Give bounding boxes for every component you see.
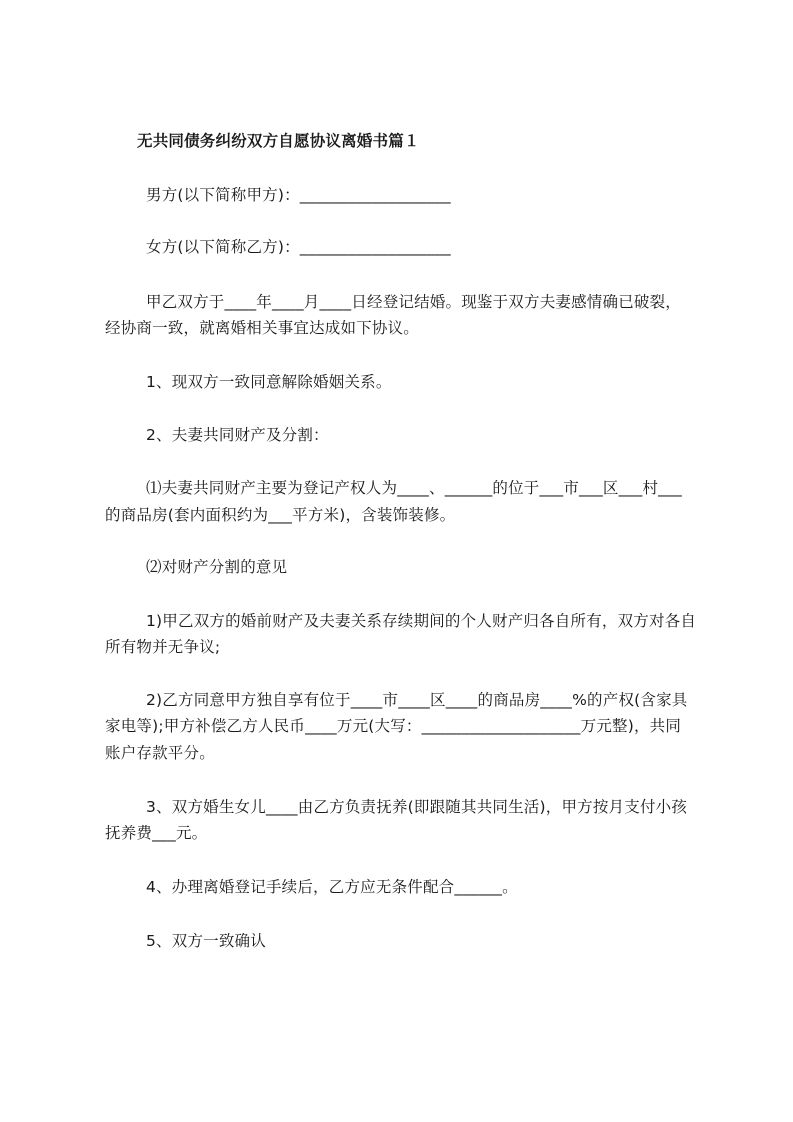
item-2-line-2: 家电等);甲方补偿乙方人民币____万元(大写：____________________万元整)，共同: [105, 717, 682, 735]
intro-paragraph-line-2: 经协商一致，就离婚相关事宜达成如下协议。: [105, 319, 420, 337]
clause-2-2-heading: ⑵对财产分割的意见: [146, 558, 288, 576]
clause-4: 4、办理离婚登记手续后，乙方应无条件配合______。: [146, 878, 518, 896]
item-2-line-3: 账户存款平分。: [105, 744, 215, 762]
item-1-line-1: 1)甲乙双方的婚前财产及夫妻关系存续期间的个人财产归各自所有，双方对各自: [146, 612, 697, 630]
clause-3-line-2: 抚养费___元。: [105, 824, 208, 842]
clause-1: 1、现双方一致同意解除婚姻关系。: [146, 373, 392, 391]
intro-paragraph-line-1: 甲乙双方于____年____月____日经登记结婚。现鉴于双方夫妻感情确已破裂，: [146, 293, 682, 311]
clause-2-1-line-2: 的商品房(套内面积约为___平方米)，含装饰装修。: [105, 506, 456, 524]
clause-5: 5、双方一致确认: [146, 932, 266, 950]
female-party-line: 女方(以下简称乙方)：___________________: [146, 238, 451, 256]
item-2-line-1: 2)乙方同意甲方独自享有位于____市____区____的商品房____%的产权(含家具: [146, 691, 688, 709]
item-1-line-2: 所有物并无争议;: [105, 638, 221, 656]
male-party-line: 男方(以下简称甲方)：___________________: [146, 186, 451, 204]
clause-3-line-1: 3、双方婚生女儿____由乙方负责抚养(即跟随其共同生活)，甲方按月支付小孩: [146, 798, 688, 816]
clause-2-heading: 2、夫妻共同财产及分割：: [146, 426, 329, 444]
clause-2-1-line-1: ⑴夫妻共同财产主要为登记产权人为____、______的位于___市___区___村___: [146, 479, 683, 497]
document-title: 无共同债务纠纷双方自愿协议离婚书篇１: [137, 132, 420, 150]
